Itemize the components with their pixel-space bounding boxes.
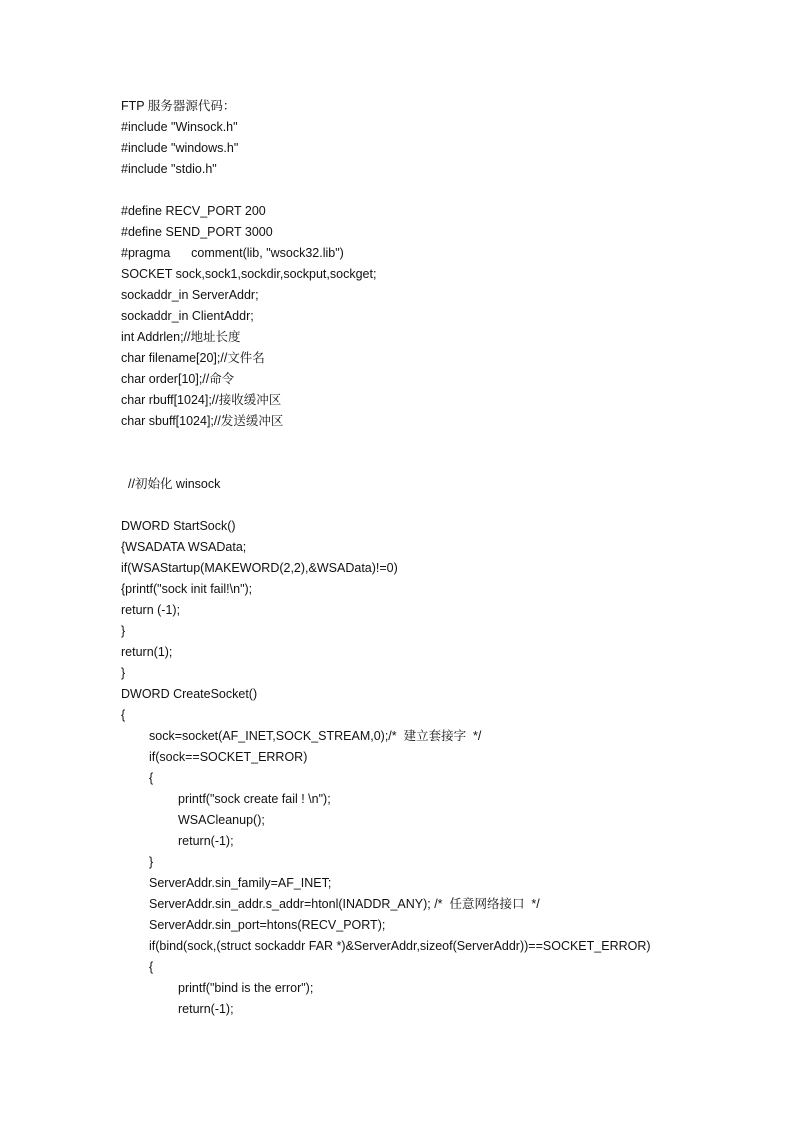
blank-line: [121, 180, 781, 201]
code-line: if(sock==SOCKET_ERROR): [149, 750, 308, 764]
include-line: #include "windows.h": [121, 141, 239, 155]
code-line: {printf("sock init fail!\n");: [121, 582, 253, 596]
declaration-line: sockaddr_in ServerAddr;: [121, 288, 259, 302]
define-line: #define SEND_PORT 3000: [121, 225, 273, 239]
include-line: #include "Winsock.h": [121, 120, 238, 134]
init-comment: //初始化 winsock: [128, 477, 221, 491]
code-line: }: [149, 855, 154, 869]
code-line: return(-1);: [178, 834, 234, 848]
define-line: #define RECV_PORT 200: [121, 204, 266, 218]
blank-line: [121, 495, 781, 516]
code-listing: [121, 96, 781, 1020]
document-heading: FTP 服务器源代码：: [121, 99, 236, 113]
code-line: if(bind(sock,(struct sockaddr FAR *)&ServerAddr,sizeof(ServerAddr))==SOCKET_ERROR): [149, 939, 651, 953]
code-line: printf("bind is the error");: [178, 981, 314, 995]
code-line: ServerAddr.sin_family=AF_INET;: [149, 876, 332, 890]
code-line: sock=socket(AF_INET,SOCK_STREAM,0);/* 建立套接字 */: [149, 729, 482, 743]
code-line: {: [149, 771, 154, 785]
code-line: return (-1);: [121, 603, 181, 617]
declaration-line: char order[10];//命令: [121, 372, 235, 386]
code-line: DWORD StartSock(): [121, 519, 236, 533]
code-line: WSACleanup();: [178, 813, 265, 827]
code-line: }: [121, 666, 126, 680]
code-line: DWORD CreateSocket(): [121, 687, 258, 701]
code-line: {: [121, 708, 126, 722]
declaration-line: char rbuff[1024];//接收缓冲区: [121, 393, 282, 407]
pragma-line: #pragma comment(lib, "wsock32.lib"): [121, 246, 344, 260]
declaration-line: int Addrlen;//地址长度: [121, 330, 241, 344]
declaration-line: char sbuff[1024];//发送缓冲区: [121, 414, 284, 428]
code-line: {: [149, 960, 154, 974]
code-line: return(1);: [121, 645, 173, 659]
code-line: }: [121, 624, 126, 638]
declaration-line: char filename[20];//文件名: [121, 351, 265, 365]
code-line: if(WSAStartup(MAKEWORD(2,2),&WSAData)!=0): [121, 561, 398, 575]
blank-line: [121, 432, 781, 474]
code-line: ServerAddr.sin_port=htons(RECV_PORT);: [149, 918, 386, 932]
declaration-line: SOCKET sock,sock1,sockdir,sockput,sockget;: [121, 267, 377, 281]
code-line: {WSADATA WSAData;: [121, 540, 247, 554]
code-line: ServerAddr.sin_addr.s_addr=htonl(INADDR_ANY); /* 任意网络接口 */: [149, 897, 540, 911]
declaration-line: sockaddr_in ClientAddr;: [121, 309, 254, 323]
code-line: return(-1);: [178, 1002, 234, 1016]
include-line: #include "stdio.h": [121, 162, 217, 176]
code-line: printf("sock create fail ! \n");: [178, 792, 331, 806]
